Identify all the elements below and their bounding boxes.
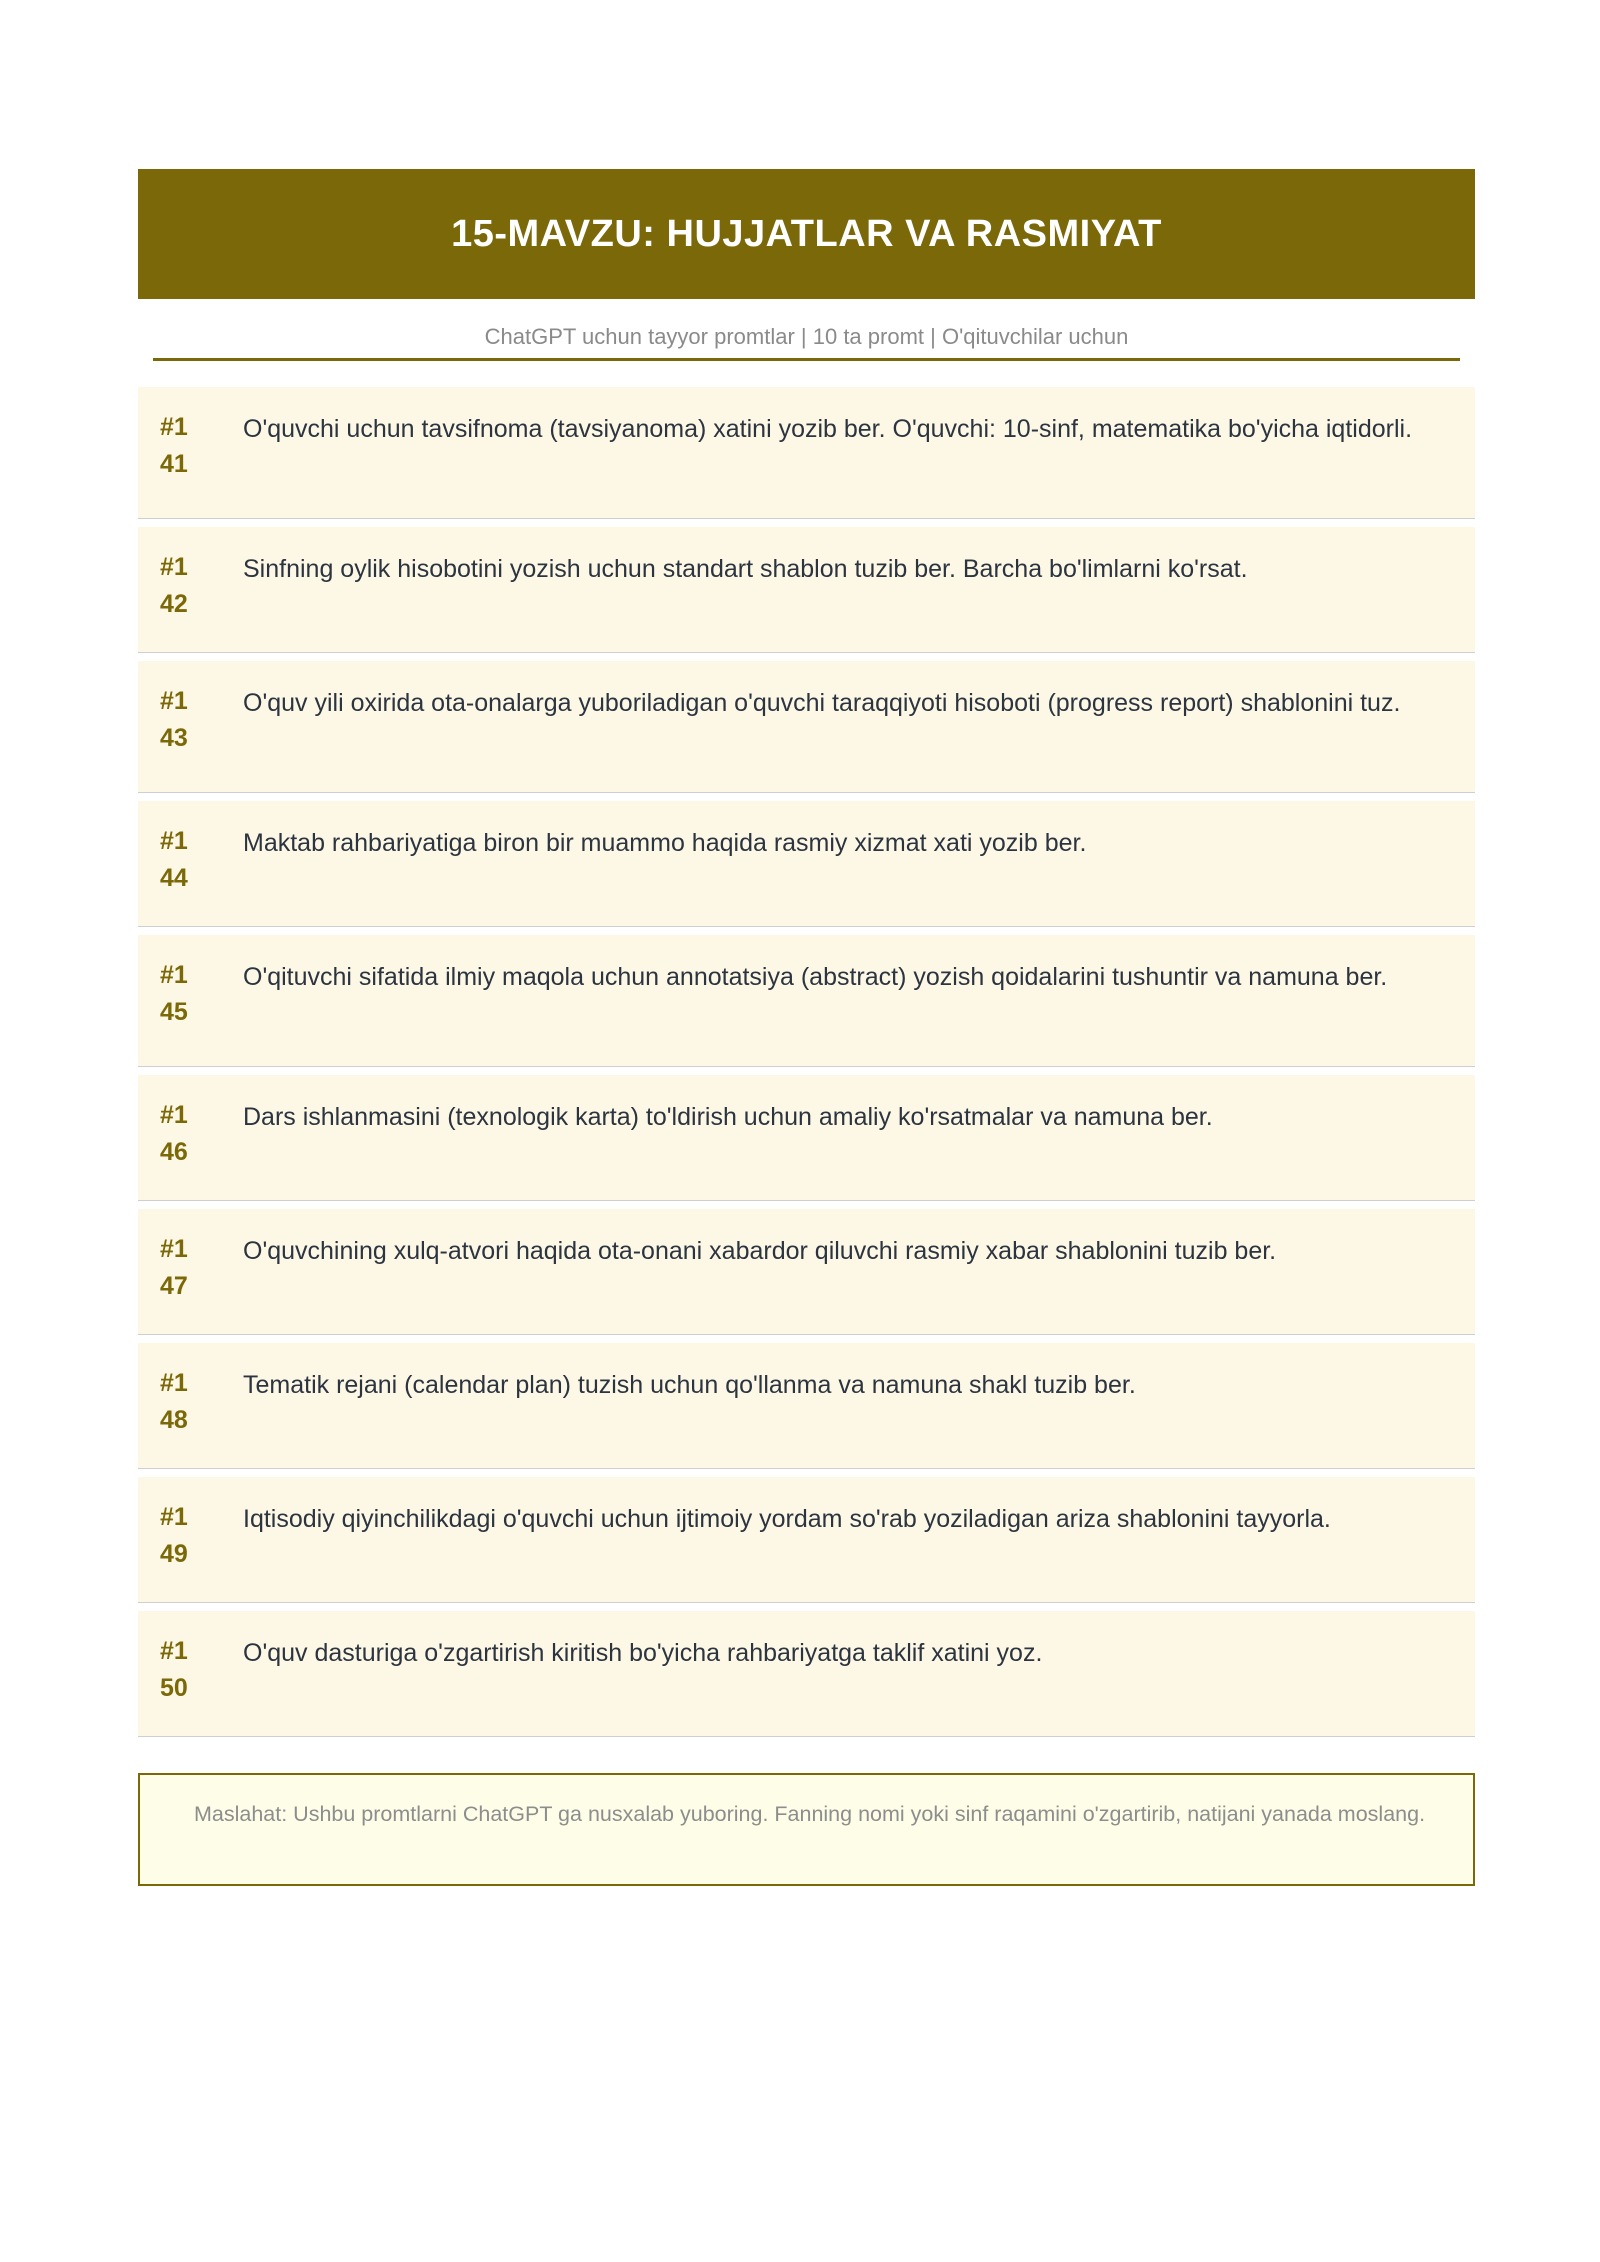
prompt-item: [138, 935, 1475, 1067]
prompt-text: Dars ishlanmasini (texnologik karta) to'ldirish uchun amaliy ko'rsatmalar va namuna ber.: [243, 1103, 1213, 1131]
prompt-text: O'quv yili oxirida ota-onalarga yuboriladigan o'quvchi taraqqiyoti hisoboti (progress report) shablonini tuz.: [243, 689, 1401, 717]
tip-box: [138, 1773, 1475, 1886]
prompt-text: O'quvchining xulq-atvori haqida ota-onani xabardor qiluvchi rasmiy xabar shablonini tuzib ber.: [243, 1237, 1277, 1265]
prompt-item: [138, 387, 1475, 519]
prompt-text: Iqtisodiy qiyinchilikdagi o'quvchi uchun ijtimoiy yordam so'rab yoziladigan ariza shablonini tayyorla.: [243, 1505, 1331, 1533]
tip-text: Maslahat: Ushbu promtlarni ChatGPT ga nusxalab yuboring. Fanning nomi yoki sinf raqamini o'zgartirib, natijani yanada moslang.: [194, 1802, 1426, 1826]
prompt-number: #1 42: [160, 553, 188, 618]
prompt-text: O'quv dasturiga o'zgartirish kiritish bo'yicha rahbariyatga taklif xatini yoz.: [243, 1639, 1043, 1667]
prompt-item: [138, 661, 1475, 793]
prompt-item: [138, 1209, 1475, 1335]
prompt-number: #1 44: [160, 827, 188, 892]
prompt-text: Sinfning oylik hisobotini yozish uchun standart shablon tuzib ber. Barcha bo'limlarni ko'rsat.: [243, 555, 1248, 583]
prompt-number: #1 47: [160, 1235, 188, 1300]
prompt-text: Maktab rahbariyatiga biron bir muammo haqida rasmiy xizmat xati yozib ber.: [243, 829, 1087, 857]
prompt-text: Tematik rejani (calendar plan) tuzish uchun qo'llanma va namuna shakl tuzib ber.: [243, 1371, 1136, 1399]
prompt-item: [138, 801, 1475, 927]
prompt-number: #1 45: [160, 961, 188, 1026]
page-title: 15-MAVZU: HUJJATLAR VA RASMIYAT: [451, 212, 1162, 255]
prompt-text: O'qituvchi sifatida ilmiy maqola uchun annotatsiya (abstract) yozish qoidalarini tushuntir va namuna ber.: [243, 963, 1388, 991]
prompt-list: [138, 387, 1475, 1737]
prompt-number: #1 43: [160, 687, 188, 752]
prompt-item: [138, 1343, 1475, 1469]
prompt-number: #1 41: [160, 413, 188, 478]
prompt-item: [138, 1075, 1475, 1201]
prompt-item: [138, 1477, 1475, 1603]
prompt-number: #1 48: [160, 1369, 188, 1434]
prompt-text: O'quvchi uchun tavsifnoma (tavsiyanoma) xatini yozib ber. O'quvchi: 10-sinf, matematika bo'yicha iqtidorli.: [243, 415, 1413, 443]
document-page: [138, 169, 1475, 1886]
prompt-item: [138, 1611, 1475, 1737]
prompt-item: [138, 527, 1475, 653]
prompt-number: #1 46: [160, 1101, 188, 1166]
prompt-number: #1 50: [160, 1637, 188, 1702]
page-subtitle: ChatGPT uchun tayyor promtlar | 10 ta promt | O'qituvchilar uchun: [153, 299, 1460, 361]
title-banner: [138, 169, 1475, 299]
prompt-number: #1 49: [160, 1503, 188, 1568]
